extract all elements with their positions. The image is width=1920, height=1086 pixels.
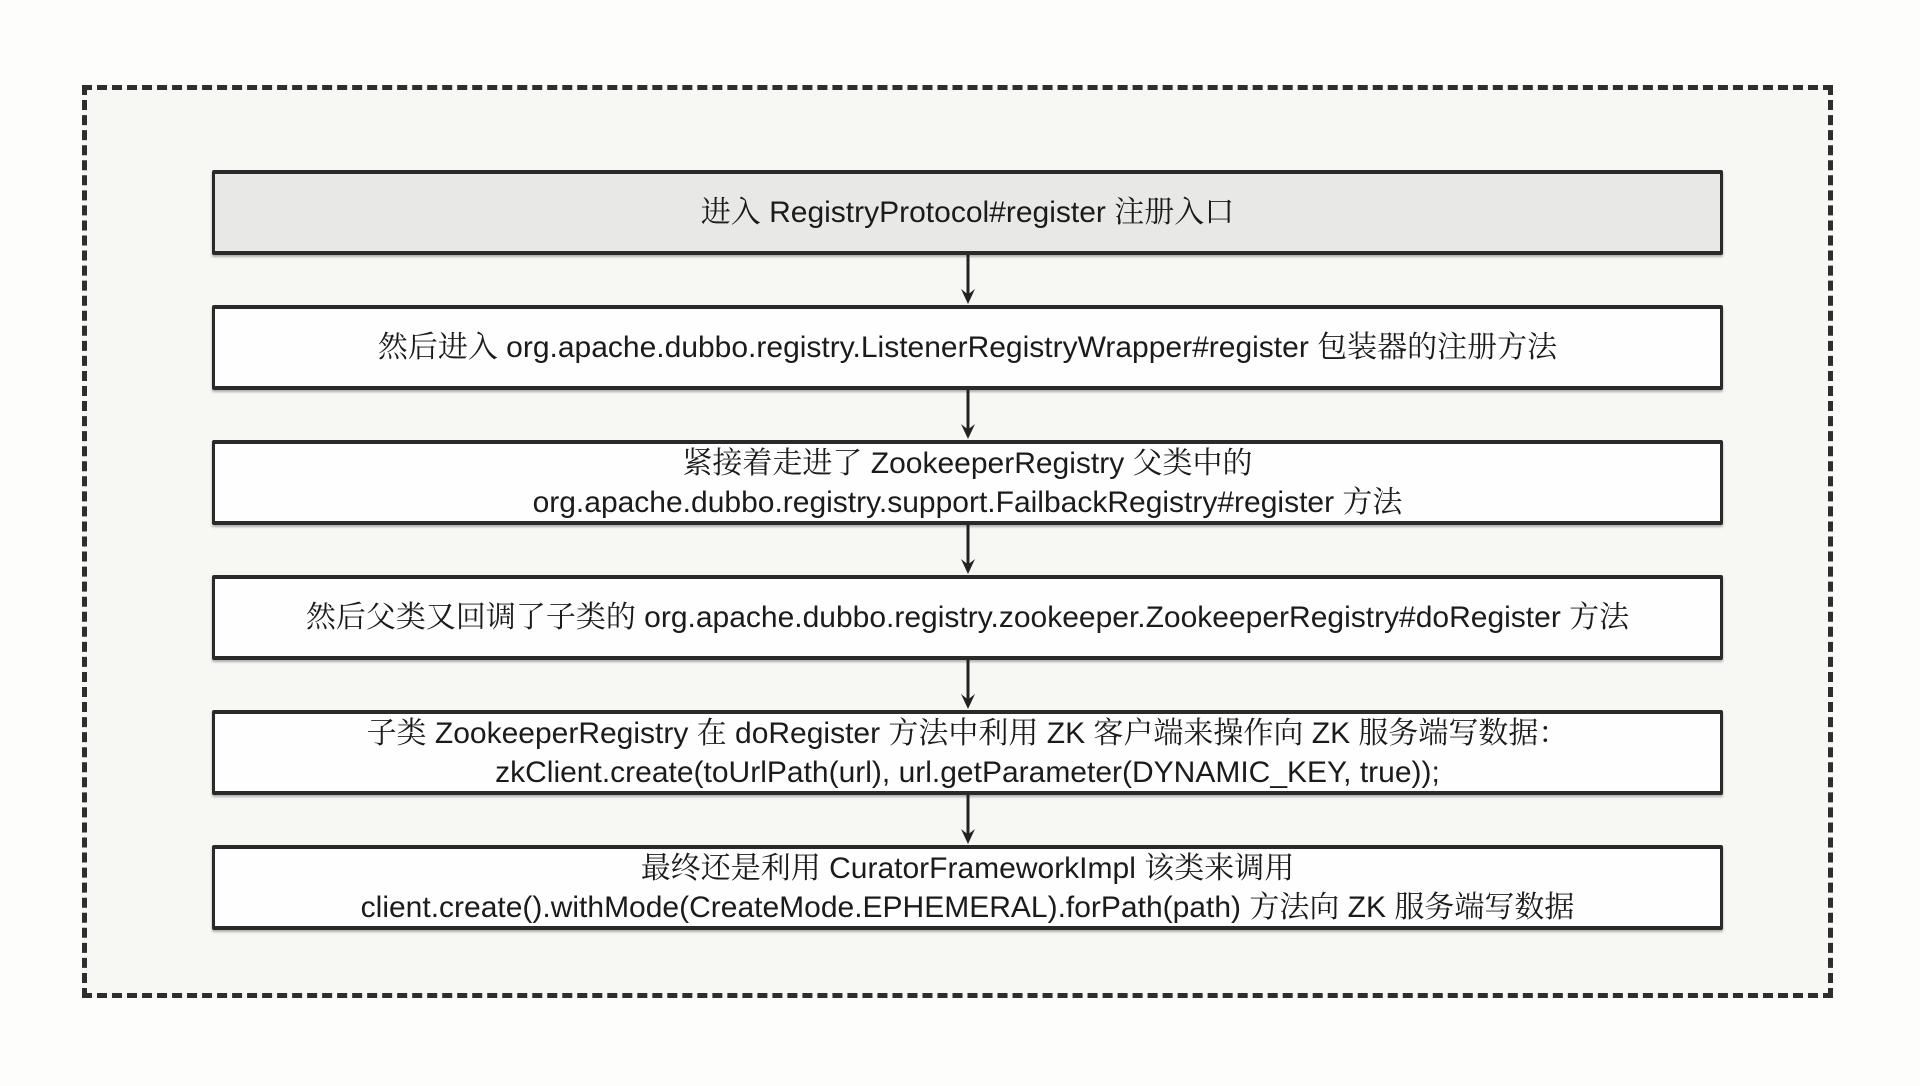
node-text: 子类 ZookeeperRegistry 在 doRegister 方法中利用 ZK 客户端来操作向 ZK 服务端写数据：	[366, 716, 1569, 750]
flow-node-register-entry	[212, 170, 1723, 255]
arrow-down-icon	[956, 255, 980, 305]
node-text: 然后父类又回调了子类的 org.apache.dubbo.registry.zookeeper.ZookeeperRegistry#doRegister 方法	[305, 601, 1630, 634]
node-text: zkClient.create(toUrlPath(url), url.getParameter(DYNAMIC_KEY, true));	[495, 755, 1440, 789]
node-text: 最终还是利用 CuratorFrameworkImpl 该类来调用	[640, 851, 1295, 885]
arrow-down-icon	[956, 525, 980, 575]
arrow-down-icon	[956, 795, 980, 845]
dashed-boundary	[82, 85, 1833, 998]
arrow-down-icon	[956, 660, 980, 710]
flow-node-curator-framework	[212, 845, 1723, 930]
flow-node-zk-client-create	[212, 710, 1723, 795]
node-text: 然后进入 org.apache.dubbo.registry.ListenerRegistryWrapper#register 包装器的注册方法	[377, 331, 1558, 364]
node-text: client.create().withMode(CreateMode.EPHEMERAL).forPath(path) 方法向 ZK 服务端写数据	[360, 890, 1575, 924]
flow-node-failback-registry	[212, 440, 1723, 525]
flow-diagram	[212, 170, 1723, 930]
arrow-down-icon	[956, 390, 980, 440]
flow-node-do-register-callback	[212, 575, 1723, 660]
node-text: 进入 RegistryProtocol#register 注册入口	[700, 196, 1235, 229]
node-text: org.apache.dubbo.registry.support.FailbackRegistry#register 方法	[532, 485, 1403, 519]
node-text: 紧接着走进了 ZookeeperRegistry 父类中的	[682, 446, 1253, 480]
flow-node-listener-registry-wrapper	[212, 305, 1723, 390]
